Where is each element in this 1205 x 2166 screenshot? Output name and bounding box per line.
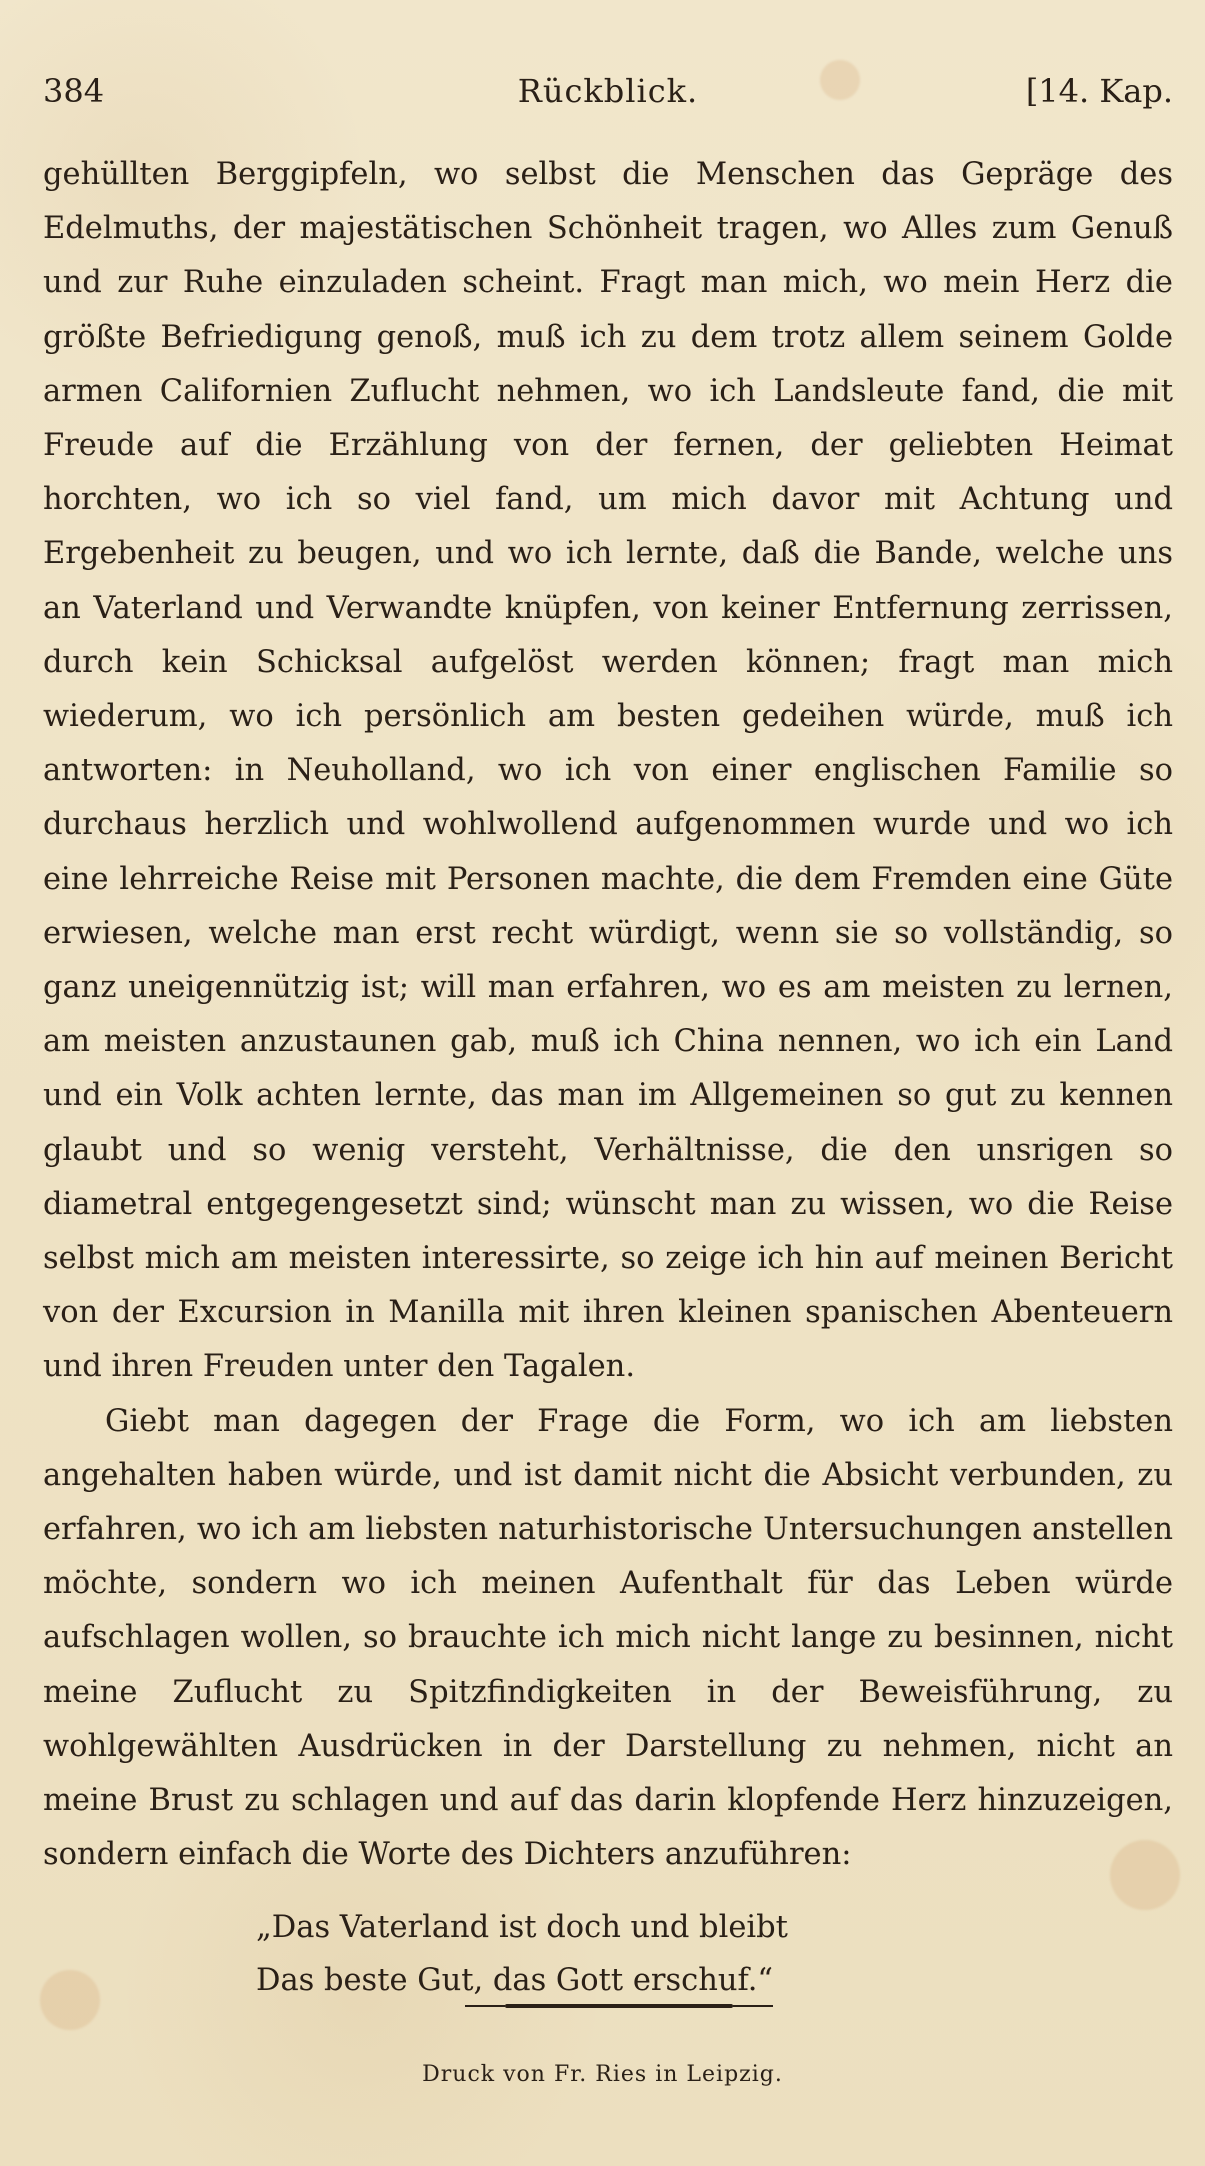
running-title: Rückblick.	[517, 72, 699, 110]
verse-line: „Das Vaterland ist doch und bleibt	[256, 1909, 788, 1945]
printer-imprint: Druck von Fr. Ries in Leipzig.	[422, 2062, 783, 2087]
body-text	[43, 148, 1173, 2007]
verse-quotation	[256, 1901, 1173, 2007]
verse-line: Das beste Gut, das Gott erschuf.“	[256, 1962, 773, 1998]
page-number: 384	[43, 72, 105, 110]
closing-rule	[505, 2004, 733, 2008]
chapter-reference: [14. Kap.	[1025, 72, 1173, 110]
paragraph: gehüllten Berggipfeln, wo selbst die Menschen das Gepräge des Edelmuths, der majestätischen Schönheit tragen, wo Alles zum Genuß und zur Ruhe einzuladen scheint. Fragt man mich, wo mein Herz die größte Befriedigung genoß, muß ich zu dem trotz allem seinem Golde armen Californien Zuflucht nehmen, wo ich Landsleute fand, die mit Freude auf die Erzählung von der fernen, der geliebten Heimat horchten, wo ich so viel fand, um mich davor mit Achtung und Ergebenheit zu beugen, und wo ich lernte, daß die Bande, welche uns an Vaterland und Verwandte knüpfen, von keiner Entfernung zerrissen, durch kein Schicksal aufgelöst werden können; fragt man mich wiederum, wo ich persönlich am besten gedeihen würde, muß ich antworten: in Neuholland, wo ich von einer englischen Familie so durchaus herzlich und wohlwollend aufgenommen wurde und wo ich eine lehrreiche Reise mit Personen machte, die dem Fremden eine Güte erwiesen, welche man erst recht würdigt, wenn sie so vollständig, so ganz uneigennützig ist; will man erfahren, wo es am meisten zu lernen, am meisten anzustaunen gab, muß ich China nennen, wo ich ein Land und ein Volk achten lernte, das man im Allgemeinen so gut zu kennen glaubt und so wenig versteht, Verhältnisse, die den unsrigen so diametral entgegengesetzt sind; wünscht man zu wissen, wo die Reise selbst mich am meisten interessirte, so zeige ich hin auf meinen Bericht von der Excursion in Manilla mit ihren kleinen spanischen Abenteuern und ihren Freuden unter den Tagalen.	[43, 157, 1173, 1385]
paragraph: Giebt man dagegen der Frage die Form, wo ich am liebsten angehalten haben würde, und ist damit nicht die Absicht verbunden, zu erfahren, wo ich am liebsten naturhistorische Untersuchungen anstellen möchte, sondern wo ich meinen Aufenthalt für das Leben würde aufschlagen wollen, so brauchte ich mich nicht lange zu besinnen, nicht meine Zuflucht zu Spitzfindigkeiten in der Beweisführung, zu wohlgewählten Ausdrücken in der Darstellung zu nehmen, nicht an meine Brust zu schlagen und auf das darin klopfende Herz hinzuzeigen, sondern einfach die Worte des Dichters anzuführen:	[43, 1403, 1173, 1873]
running-head	[43, 66, 1173, 116]
